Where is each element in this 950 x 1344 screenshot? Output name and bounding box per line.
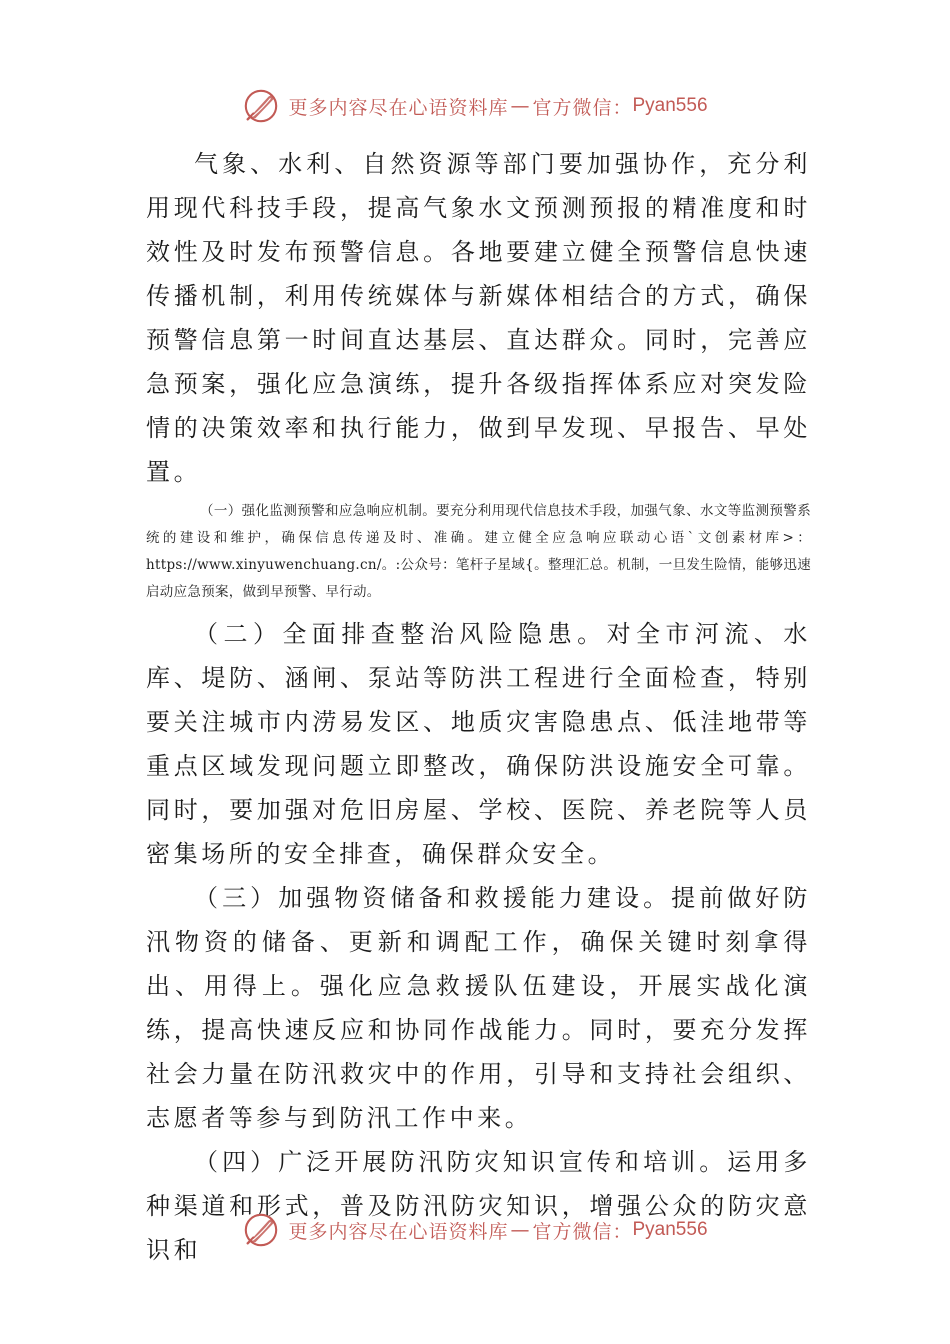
banner-dash: — — [510, 95, 531, 117]
pen-feather-logo-icon — [242, 1211, 280, 1249]
paragraph-section-3: （三）加强物资储备和救援能力建设。提前做好防汛物资的储备、更新和调配工作，确保关键时刻拿得出、用得上。强化应急救援队伍建设，开展实战化演练，提高快速反应和协同作战能力。同时，要充分发挥社会力量在防汛救灾中的作用，引导和支持社会组织、志愿者等参与到防汛工作中来。 — [146, 884, 811, 1132]
footer-banner — [0, 1208, 950, 1252]
paragraph-note-1: （一）强化监测预警和应急响应机制。要充分利用现代信息技术手段，加强气象、水文等监测预警系统的建设和维护，确保信息传递及时、准确。建立健全应急响应联动心语`文创素材库>：https://www.xinyuwenchuang.cn/。:公众号：笔杆子星域{。整理汇总。机制，一旦发生险情，能够迅速启动应急预案，做到早预警、早行动。 — [146, 503, 811, 600]
banner-wechat-id: Pyan556 — [632, 1219, 708, 1240]
pen-feather-logo-icon — [242, 87, 280, 125]
banner-wechat-label: 官方微信： — [532, 96, 633, 119]
banner-dash: — — [510, 1219, 531, 1241]
banner-text: 更多内容尽在心语资料库 — [288, 96, 509, 119]
paragraph-intro: 气象、水利、自然资源等部门要加强协作，充分利用现代科技手段，提高气象水文预测预报的精准度和时效性及时发布预警信息。各地要建立健全预警信息快速传播机制，利用传统媒体与新媒体相结合的方式，确保预警信息第一时间直达基层、直达群众。同时，完善应急预案，强化应急演练，提升各级指挥体系应对突发险情的决策效率和执行能力，做到早发现、早报告、早处置。 — [146, 150, 811, 486]
document-body — [146, 142, 811, 1272]
banner-wechat-label: 官方微信： — [532, 1220, 633, 1243]
paragraph-section-2: （二）全面排查整治风险隐患。对全市河流、水库、堤防、涵闸、泵站等防洪工程进行全面检查，特别要关注城市内涝易发区、地质灾害隐患点、低洼地带等重点区域发现问题立即整改，确保防洪设施安全可靠。同时，要加强对危旧房屋、学校、医院、养老院等人员密集场所的安全排查，确保群众安全。 — [146, 620, 811, 868]
paragraph-section-4: （四）广泛开展防汛防灾知识宣传和培训。运用多种渠道和形式，普及防汛防灾知识，增强公众的防灾意识和 — [146, 1148, 811, 1264]
header-banner — [0, 84, 950, 128]
banner-text: 更多内容尽在心语资料库 — [288, 1220, 509, 1243]
banner-wechat-id: Pyan556 — [632, 95, 708, 116]
